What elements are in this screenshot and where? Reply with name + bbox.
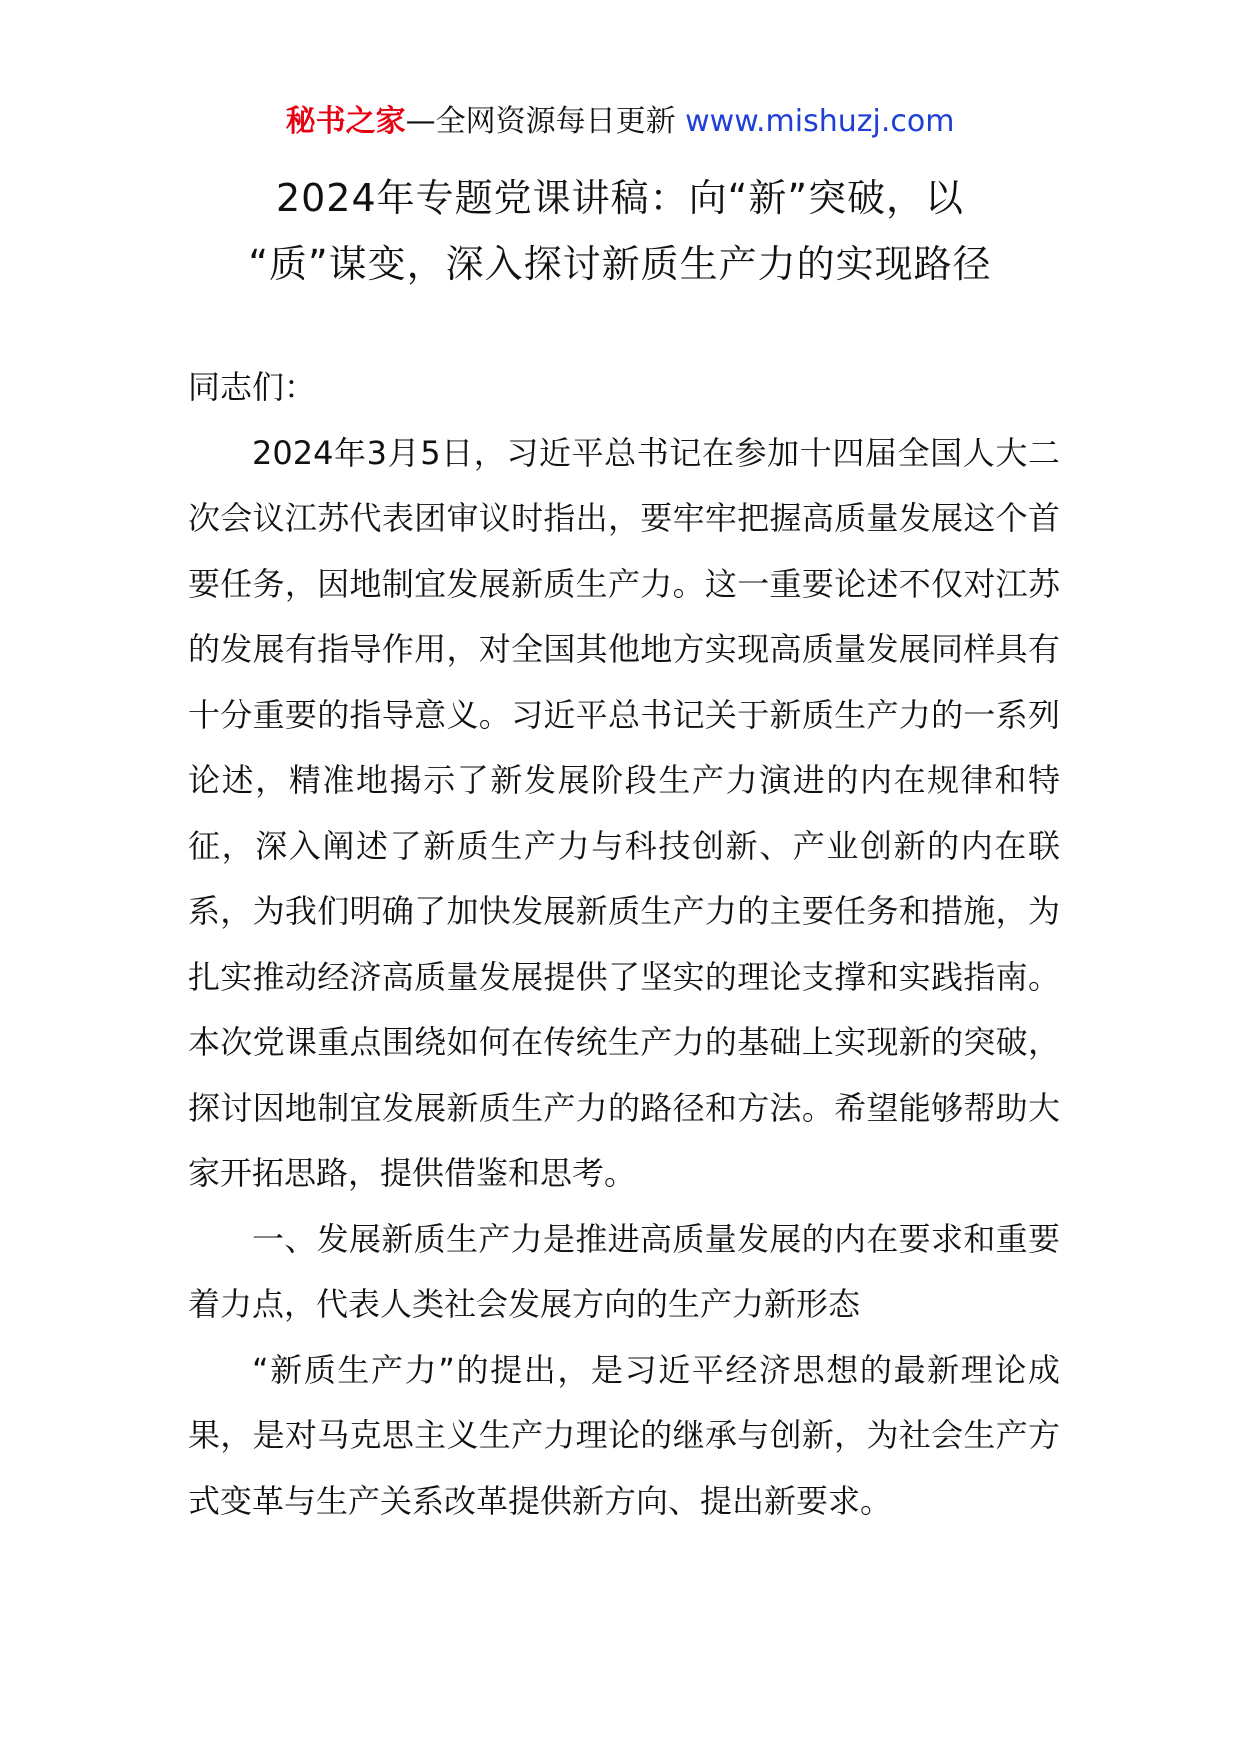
section-heading-1: 一、发展新质生产力是推进高质量发展的内在要求和重要着力点，代表人类社会发展方向的生产力新形态 <box>188 1219 1060 1323</box>
document-body <box>188 355 1060 1534</box>
site-brand: 秘书之家 <box>285 104 406 139</box>
site-banner <box>0 100 1240 144</box>
title-line-1: 2024年专题党课讲稿：向“新”突破，以 <box>275 176 965 220</box>
document-title <box>150 165 1090 297</box>
section-1-paragraph: “新质生产力”的提出，是习近平经济思想的最新理论成果，是对马克思主义生产力理论的继承与创新，为社会生产方式变革与生产关系改革提供新方向、提出新要求。 <box>188 1350 1060 1520</box>
site-url-link[interactable]: www.mishuzj.com <box>685 104 955 139</box>
title-line-2: “质”谋变，深入探讨新质生产力的实现路径 <box>248 242 992 286</box>
intro-paragraph: 2024年3月5日，习近平总书记在参加十四届全国人大二次会议江苏代表团审议时指出，要牢牢把握高质量发展这个首要任务，因地制宜发展新质生产力。这一重要论述不仅对江苏的发展有指导作用，对全国其他地方实现高质量发展同样具有十分重要的指导意义。习近平总书记关于新质生产力的一系列论述，精准地揭示了新发展阶段生产力演进的内在规律和特征，深入阐述了新质生产力与科技创新、产业创新的内在联系，为我们明确了加快发展新质生产力的主要任务和措施，为扎实推动经济高质量发展提供了坚实的理论支撑和实践指南。本次党课重点围绕如何在传统生产力的基础上实现新的突破，探讨因地制宜发展新质生产力的路径和方法。希望能够帮助大家开拓思路，提供借鉴和思考。 <box>188 433 1060 1192</box>
site-tagline: —全网资源每日更新 <box>405 104 686 139</box>
salutation: 同志们： <box>188 368 317 406</box>
